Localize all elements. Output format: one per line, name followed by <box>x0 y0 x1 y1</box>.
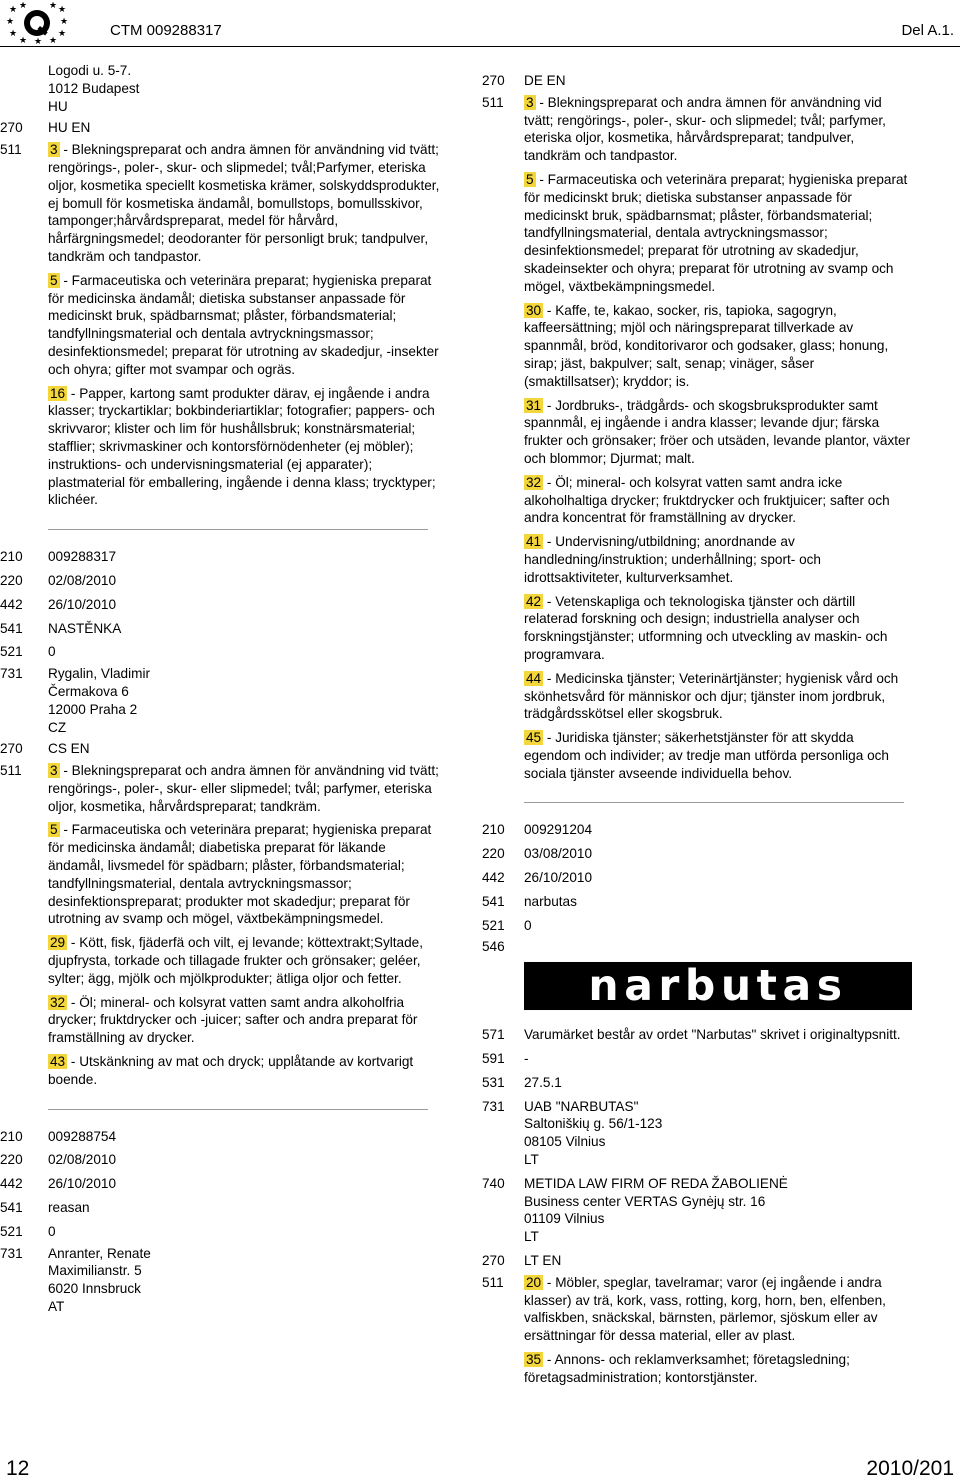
class-number-badge: 5 <box>50 822 58 838</box>
goods-class-entry <box>48 385 440 510</box>
owner-line: Rygalin, Vladimir <box>48 666 150 682</box>
class-number-badge: 41 <box>526 534 542 550</box>
right-column <box>482 72 912 1393</box>
field-442 <box>0 596 440 614</box>
field-code: 740 <box>482 1175 505 1191</box>
field-210 <box>0 548 440 566</box>
goods-class-entry <box>524 171 912 296</box>
owner-line: UAB "NARBUTAS" <box>524 1098 639 1114</box>
class-number-badge: 45 <box>526 730 542 746</box>
euipo-logo <box>6 2 68 44</box>
owner-line: Maximilianstr. 5 <box>48 1263 142 1279</box>
field-270 <box>482 1252 912 1270</box>
field-code: 541 <box>482 893 505 909</box>
field-220 <box>0 1151 440 1169</box>
field-code: 531 <box>482 1074 505 1090</box>
field-541 <box>482 893 912 911</box>
field-code: 731 <box>0 1245 23 1261</box>
goods-class-entry <box>48 994 440 1047</box>
field-code: 270 <box>482 73 505 88</box>
record-009288754 <box>0 1128 440 1316</box>
owner-line: CZ <box>48 719 67 735</box>
class-description: - Vetenskapliga och teknologiska tjänster och därtill relaterad forskning och design; industriella analyser och forskningstjänster; utformning och utveckling av maskin- och programvara. <box>524 593 888 662</box>
address-line: 1012 Budapest <box>48 80 140 96</box>
class-number-badge: 5 <box>526 171 534 187</box>
field-442 <box>482 869 912 887</box>
field-code: 220 <box>482 846 505 862</box>
class-number-badge: 31 <box>526 397 542 413</box>
class-description: - Juridiska tjänster; säkerhetstjänster för att skydda egendom och individer; av tredje man utförda personliga och sociala tjänster avseende individuella behov. <box>524 730 889 781</box>
class-number-badge: 5 <box>50 272 58 288</box>
class-number-badge: 3 <box>50 142 58 158</box>
class-number-badge: 44 <box>526 670 542 686</box>
class-description: - Farmaceutiska och veterinära preparat; hygieniska preparat för medicinskt bruk; dietiska substanser anpassade för medicinskt bruk, spädbarnsmat; plåster, förbandsmaterial; tandfyllningsmaterial, dentala avtryckningsmassor; desinfektionsmedel; preparat för utrotning av skadedjur, skadeinsekter och ohyra; preparat för utrotning av svamp och mögel, växtbekämpningsmedel. <box>524 171 908 294</box>
field-code: 571 <box>482 1027 505 1043</box>
mark-description: Varumärket består av ordet "Narbutas" skrivet i originaltypsnitt. <box>524 1027 901 1043</box>
field-code: 210 <box>0 1128 23 1144</box>
field-code: 521 <box>482 917 505 933</box>
class-description: - Papper, kartong samt produkter därav, ej ingående i andra klasser; tryckartiklar; bokbinderiartiklar; fotografier; pappers- och skrivvaror; klister och lim för hushållsbruk; konstnärsmaterial; stafflier; skrivmaskiner och kontorsförnödenheter (ej möbler); instruktions- och undervisningsmaterial (ej apparater); plastmaterial för emballering, ingående i denna klass; trycktyper; klichéer. <box>48 385 436 508</box>
field-731 <box>0 1245 440 1316</box>
field-511 <box>482 94 912 789</box>
svg-text:★: ★ <box>6 17 15 27</box>
field-value: 0 <box>524 917 532 933</box>
goods-services-list <box>524 94 912 789</box>
field-531 <box>482 1074 912 1092</box>
goods-class-entry <box>524 533 912 586</box>
owner-line: AT <box>48 1299 65 1315</box>
header-ctm-number: CTM 009288317 <box>110 22 222 39</box>
field-code: 442 <box>482 870 505 886</box>
goods-class-entry <box>524 729 912 782</box>
svg-text:★: ★ <box>49 36 58 44</box>
field-740 <box>482 1175 912 1246</box>
goods-class-entry <box>48 762 440 815</box>
field-591 <box>482 1050 912 1068</box>
field-code: 270 <box>0 120 23 136</box>
class-description: - Utskänkning av mat och dryck; upplåtande av kortvarigt boende. <box>48 1054 414 1087</box>
field-code: 541 <box>0 1200 23 1216</box>
owner-line: LT <box>524 1152 539 1168</box>
narbutas-wordmark <box>524 960 912 1012</box>
field-code: 511 <box>0 763 22 779</box>
owner-line: Čermakova 6 <box>48 683 129 699</box>
bulletin-issue: 2010/201 <box>866 1457 954 1480</box>
field-value: 26/10/2010 <box>524 870 593 886</box>
svg-text:★: ★ <box>9 29 18 39</box>
field-220 <box>0 572 440 590</box>
address-line: HU <box>48 98 68 114</box>
svg-text:★: ★ <box>58 29 67 39</box>
field-value: 009288317 <box>48 549 117 565</box>
goods-class-entry <box>48 272 440 379</box>
class-description: - Öl; mineral- och kolsyrat vatten samt andra icke alkoholhaltiga drycker; fruktdrycker och fruktjuicer; safter och andra koncentrat för framställning av drycker. <box>524 474 890 526</box>
field-code: 546 <box>482 939 505 955</box>
field-value: 03/08/2010 <box>524 846 593 862</box>
class-description: - Medicinska tjänster; Veterinärtjänster; hygienisk vård och skönhetsvård för människor och djur; tjänster inom jordbruk, trädgårdsskötsel eller skogsbruk. <box>524 670 899 722</box>
field-code: 511 <box>482 94 504 110</box>
record-separator <box>48 1109 428 1110</box>
svg-text:★: ★ <box>19 2 28 11</box>
owner-line: Saltoniškių g. 56/1-123 <box>524 1116 663 1132</box>
header-section: Del A.1. <box>901 22 954 39</box>
field-731 <box>482 1098 912 1169</box>
class-description: - Blekningspreparat och andra ämnen för användning vid tvätt; rengörings-, poler-, skur- eller slipmedel; tvål; parfymer, eteriska oljor, kosmetika, hårvårdspreparat; tandkräm. <box>48 763 439 814</box>
field-value: 0 <box>48 644 56 660</box>
goods-class-entry <box>524 1351 912 1387</box>
field-code: 591 <box>482 1051 505 1067</box>
goods-services-list <box>524 1274 912 1393</box>
record-separator <box>524 802 904 803</box>
field-value: 02/08/2010 <box>48 1152 117 1168</box>
class-description: - Öl; mineral- och kolsyrat vatten samt andra alkoholfria drycker; fruktdrycker och -juicer; safter och andra preparat för framställning av drycker. <box>48 994 418 1046</box>
field-541 <box>0 1199 440 1217</box>
languages: CS EN <box>48 741 90 757</box>
vienna-class: 27.5.1 <box>524 1074 562 1090</box>
colours: - <box>524 1051 529 1067</box>
field-code: 731 <box>482 1098 505 1114</box>
field-270 <box>0 119 440 137</box>
field-code: 270 <box>482 1253 505 1269</box>
class-number-badge: 3 <box>526 94 534 110</box>
class-number-badge: 42 <box>526 593 542 609</box>
field-value: 02/08/2010 <box>48 572 117 588</box>
field-511 <box>482 1274 912 1393</box>
field-521 <box>0 643 440 661</box>
field-511 <box>0 762 440 1095</box>
page-number: 12 <box>6 1457 30 1480</box>
class-number-badge: 35 <box>526 1352 542 1368</box>
class-description: - Farmaceutiska och veterinära preparat; hygieniska preparat för medicinska ändamål; dietiska substanser anpassade för medicinskt bruk, spädbarnsmat; plåster, förbandsmaterial; tandfyllningsmaterial och dentala avtryckningsmassor; desinfektionsmedel; preparat för utrotning av skadedjur, -insekter och ohyra; gifter mot svampar och ogräs. <box>48 272 439 377</box>
goods-services-list <box>48 762 440 1095</box>
record-separator <box>48 529 428 530</box>
field-code: 521 <box>0 644 23 660</box>
field-521 <box>482 917 912 935</box>
goods-services-list <box>48 141 440 515</box>
field-code: 541 <box>0 620 23 636</box>
goods-class-entry <box>524 670 912 723</box>
class-description: - Blekningspreparat och andra ämnen för användning vid tvätt; rengörings-, poler-, skur- och slipmedel; tvål;Parfymer, eteriska oljor, kosmetika speciellt kosmetiska krämer, solskyddsprodukter, ej bomull för kosmetiska ändamål, bomullstops, bomullsskivor, tamponger;hårvårdspreparat, medel för hårvård, hårfärgningsmedel; deodoranter för personligt bruk; tandpulver, tandkräm och tandpastor. <box>48 142 440 264</box>
field-value: NASTĚNKA <box>48 620 122 636</box>
owner-line: 6020 Innsbruck <box>48 1281 141 1297</box>
field-571 <box>482 1026 912 1044</box>
field-value: 009291204 <box>524 822 593 838</box>
field-code: 511 <box>0 142 22 158</box>
goods-class-entry <box>524 302 912 391</box>
owner-line: Anranter, Renate <box>48 1245 151 1261</box>
class-description: - Kaffe, te, kakao, socker, ris, tapioka, sagogryn, kaffeersättning; mjöl och näringspreparat tillverkade av spannmål, bröd, konditorivaror och godsaker, glass; honung, sirap; jäst, bakpulver; salt, senap; vinäger, såser (smaktillsatser); kryddor; is. <box>524 302 889 389</box>
field-541 <box>0 620 440 638</box>
representative-line: LT <box>524 1229 539 1245</box>
languages: LT EN <box>524 1253 562 1269</box>
class-description: - Jordbruks-, trädgårds- och skogsbruksprodukter samt spannmål, ej ingående i andra klasser; levande djur; färska frukter och grönsaker; fröer och utsäden, levande plantor, växter och blommor; Djurmat; malt. <box>524 397 911 466</box>
field-value: narbutas <box>524 893 577 909</box>
svg-text:★: ★ <box>19 36 28 44</box>
class-description: - Möbler, speglar, tavelramar; varor (ej ingående i andra klasser) av trä, kork, vass, rotting, korg, horn, ben, elfenben, valfiskben, snäckskal, bärnsten, pärlemor, sjöskum eller av ersättningar för dessa material, eller av plast. <box>524 1274 886 1344</box>
page-header <box>0 0 960 48</box>
left-column <box>0 62 440 1316</box>
svg-text:★: ★ <box>34 37 43 44</box>
field-210 <box>0 1128 440 1146</box>
field-210 <box>482 821 912 839</box>
class-description: - Farmaceutiska och veterinära preparat; hygieniska preparat för medicinska ändamål; diabetiska preparat för läkande ändamål, livsmedel för spädbarn; plåster, förbandsmaterial; tandfyllningsmaterial, dentala avtryckningsmassor; desinfektionspreparat; produkter mot skadedjur; preparat för utrotning av svamp och mögel, växtbekämpningsmedel. <box>48 822 432 927</box>
goods-class-entry <box>524 94 912 165</box>
class-number-badge: 43 <box>50 1054 66 1070</box>
class-number-badge: 29 <box>50 935 66 951</box>
field-code: 442 <box>0 1176 23 1192</box>
field-code: 511 <box>482 1274 504 1290</box>
class-number-badge: 3 <box>50 763 58 779</box>
field-511 <box>0 141 440 515</box>
goods-class-entry <box>48 934 440 987</box>
representative-line: METIDA LAW FIRM OF REDA ŽABOLIENĖ <box>524 1175 788 1191</box>
owner-line: 08105 Vilnius <box>524 1134 606 1150</box>
goods-class-entry <box>48 1053 440 1089</box>
svg-text:★: ★ <box>49 2 58 11</box>
field-code: 270 <box>0 741 23 757</box>
representative-line: 01109 Vilnius <box>524 1211 605 1227</box>
field-270 <box>0 740 440 758</box>
mark-image-row <box>482 956 912 1022</box>
goods-class-entry <box>524 474 912 527</box>
svg-text:★: ★ <box>60 17 68 27</box>
languages: DE EN <box>524 73 566 88</box>
class-description: - Kött, fisk, fjäderfä och vilt, ej levande; köttextrakt;Syltade, djupfrysta, torkade och tillagade frukter och grönsaker; geléer, sylter; ägg, mjölk och mjölkprodukter; ätliga oljor och fetter. <box>48 935 423 986</box>
owner-line: 12000 Praha 2 <box>48 701 138 717</box>
header-rule <box>0 46 960 47</box>
goods-class-entry <box>524 593 912 664</box>
field-code: 210 <box>0 549 23 565</box>
field-value: 26/10/2010 <box>48 1176 117 1192</box>
field-value: reasan <box>48 1200 90 1216</box>
field-270 <box>482 72 912 90</box>
class-number-badge: 30 <box>526 302 542 318</box>
svg-text:★: ★ <box>58 5 67 15</box>
record-009291204 <box>482 821 912 1392</box>
class-description: - Annons- och reklamverksamhet; företagsledning; företagsadministration; kontorstjänster. <box>524 1352 850 1385</box>
class-number-badge: 16 <box>50 385 66 401</box>
field-code: 220 <box>0 1152 23 1168</box>
class-description: - Blekningspreparat och andra ämnen för användning vid tvätt; rengörings-, poler-, skur- och slipmedel; tvål; parfymer, eteriska oljor, kosmetika, hårvårdspreparat; tandpulver, tandkräm och tandpastor. <box>524 94 886 164</box>
field-value: 0 <box>48 1223 56 1239</box>
representative-line: Business center VERTAS Gynėjų str. 16 <box>524 1193 766 1209</box>
goods-class-entry <box>48 821 440 928</box>
field-code: 442 <box>0 596 23 612</box>
field-value: 009288754 <box>48 1128 117 1144</box>
field-value: 26/10/2010 <box>48 596 117 612</box>
field-731 <box>0 665 440 736</box>
address-line: Logodi u. 5-7. <box>48 63 132 78</box>
field-220 <box>482 845 912 863</box>
continued-address <box>0 62 440 115</box>
class-number-badge: 20 <box>526 1274 542 1290</box>
goods-class-entry <box>48 141 440 266</box>
field-442 <box>0 1175 440 1193</box>
class-number-badge: 32 <box>526 474 542 490</box>
svg-text:★: ★ <box>9 5 18 15</box>
field-code: 220 <box>0 572 23 588</box>
class-number-badge: 32 <box>50 994 66 1010</box>
field-code: 731 <box>0 666 23 682</box>
goods-class-entry <box>524 397 912 468</box>
field-546 <box>482 938 912 956</box>
goods-class-entry <box>524 1274 912 1345</box>
brand-text: narbutas <box>588 962 848 1012</box>
class-description: - Undervisning/utbildning; anordnande av handledning/instruktion; underhållning; sport- och idrottsaktiviteter, kulturverksamhet. <box>524 534 821 585</box>
languages: HU EN <box>48 120 91 136</box>
field-521 <box>0 1223 440 1241</box>
record-009288317 <box>0 548 440 1095</box>
field-code: 210 <box>482 822 505 838</box>
field-code: 521 <box>0 1223 23 1239</box>
